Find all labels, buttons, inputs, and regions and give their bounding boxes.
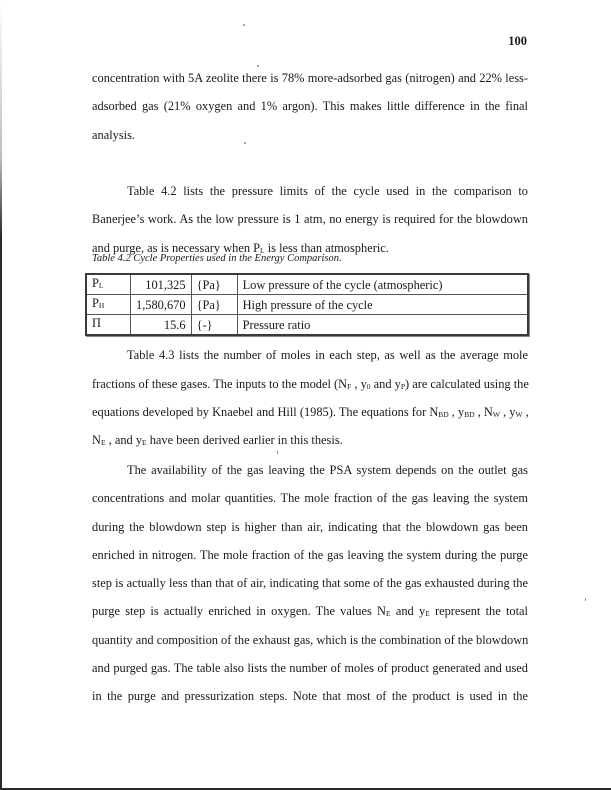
- subscript: E: [425, 609, 430, 618]
- description-cell: Pressure ratio: [237, 315, 528, 336]
- text-line: concentration with 5A zeolite there is 78% more-adsorbed gas (nitrogen) and 22% less-: [92, 71, 528, 85]
- text-line: concentrations and molar quantities. The mole fraction of the gas leaving the system: [92, 491, 528, 505]
- value-cell: 1,580,670: [131, 295, 192, 315]
- text-line: step is actually less than that of air, indicating that some of the gas exhausted during the: [92, 576, 528, 590]
- symbol: P: [92, 296, 99, 310]
- text-run: fractions of these gases. The inputs to the model (N: [92, 377, 348, 391]
- subscript: BD: [438, 410, 449, 419]
- text-run: , y: [448, 405, 465, 419]
- text-line: adsorbed gas (21% oxygen and 1% argon). This makes little difference in the final: [92, 99, 528, 113]
- text-line: Table 4.2 lists the pressure limits of the cycle used in the comparison to: [127, 184, 528, 198]
- text-line: during the blowdown step is higher than air, indicating that the blowdown gas been: [92, 520, 528, 534]
- subscript: E: [386, 609, 391, 618]
- subscript: H: [98, 301, 105, 310]
- text-line: [92, 603, 528, 622]
- value-cell: 101,325: [131, 274, 192, 295]
- text-line: The availability of the gas leaving the PSA system depends on the outlet gas: [127, 463, 528, 477]
- text-run: N: [92, 433, 101, 447]
- text-run: represent the total: [429, 604, 528, 618]
- text-line: [92, 432, 528, 451]
- subscript: E: [142, 438, 147, 447]
- unit-cell: {Pa}: [191, 274, 237, 295]
- symbol: P: [92, 276, 99, 290]
- scan-speck: [277, 451, 278, 454]
- subscript: F: [347, 382, 352, 391]
- subscript: P: [400, 382, 405, 391]
- subscript: W: [515, 410, 523, 419]
- scan-edge-left: [0, 0, 2, 790]
- subscript: L: [260, 246, 265, 255]
- text-run: equations developed by Knaebel and Hill (1985). The equations for N: [92, 405, 439, 419]
- subscript: BD: [464, 410, 475, 419]
- table-row: [86, 274, 528, 295]
- symbol-cell: [86, 315, 131, 336]
- subscript: W: [492, 410, 500, 419]
- text-line: Banerjee’s work. As the low pressure is 1 atm, no energy is required for the blowdown: [92, 212, 528, 226]
- text-run: purge step is actually enriched in oxygen. The values N: [92, 604, 386, 618]
- subscript: 0: [366, 382, 371, 391]
- text-line: analysis.: [92, 128, 136, 142]
- text-line: in the purge and pressurization steps. Note that most of the product is used in the: [92, 689, 528, 703]
- scan-speck: [243, 24, 245, 26]
- symbol: Π: [92, 316, 101, 330]
- text-run: , and y: [105, 433, 143, 447]
- text-run: , y: [351, 377, 367, 391]
- description-cell: High pressure of the cycle: [237, 295, 528, 315]
- text-line: Table 4.3 lists the number of moles in each step, as well as the average mole: [127, 348, 528, 362]
- text-run: , N: [474, 405, 493, 419]
- text-run: , y: [499, 405, 516, 419]
- text-run: is less than atmospheric.: [264, 241, 389, 255]
- symbol-cell: [86, 274, 131, 295]
- text-run: ,: [522, 405, 529, 419]
- text-line: enriched in nitrogen. The mole fraction of the gas leaving the system during the purge: [92, 548, 528, 562]
- text-line: quantity and composition of the exhaust gas, which is the combination of the blowdown: [92, 633, 529, 647]
- text-run: ) are calculated using the: [404, 377, 529, 391]
- scan-speck: [585, 598, 586, 601]
- unit-cell: {Pa}: [191, 295, 237, 315]
- text-run: and y: [370, 377, 401, 391]
- description-cell: Low pressure of the cycle (atmospheric): [237, 274, 528, 295]
- text-line: [92, 404, 528, 423]
- unit-cell: {-}: [191, 315, 237, 336]
- text-line: [92, 376, 528, 395]
- cycle-properties-table: [85, 273, 529, 336]
- text-run: have been derived earlier in this thesis.: [146, 433, 343, 447]
- text-run: and purge, as is necessary when P: [92, 241, 261, 255]
- value-cell: 15.6: [131, 315, 192, 336]
- subscript: E: [100, 438, 106, 447]
- page-number: 100: [508, 34, 527, 48]
- scan-speck: [257, 65, 259, 67]
- text-run: and y: [390, 604, 426, 618]
- table-caption: Table 4.2 Cycle Properties used in the Energy Comparison.: [92, 253, 342, 264]
- table-row: [86, 315, 528, 336]
- text-line: and purged gas. The table also lists the number of moles of product generated and used: [92, 661, 528, 675]
- table-row: [86, 295, 528, 315]
- scan-speck: [244, 142, 246, 144]
- symbol-cell: [86, 295, 131, 315]
- subscript: L: [98, 281, 104, 290]
